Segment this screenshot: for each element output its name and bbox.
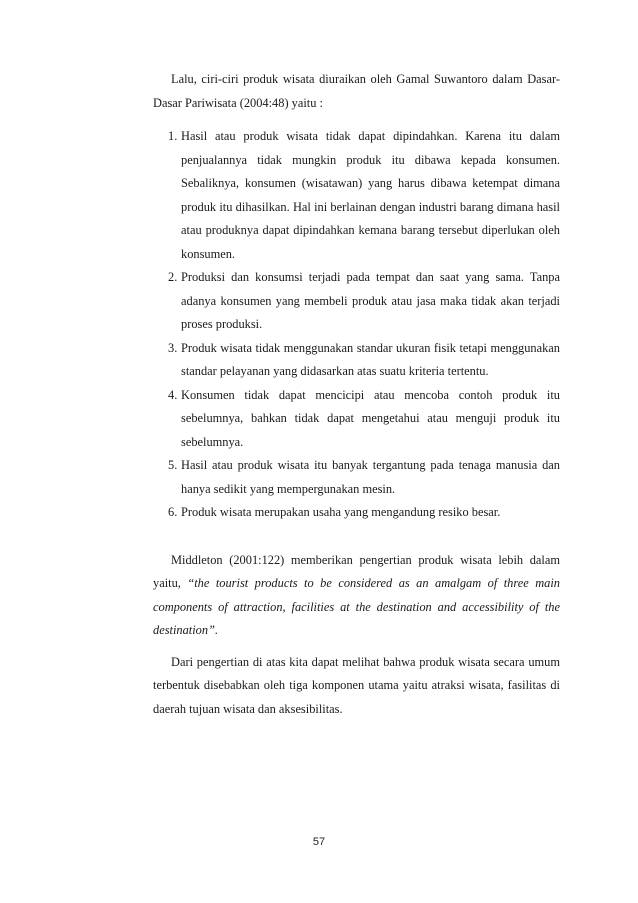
list-item	[153, 384, 560, 455]
list-number: 3.	[168, 340, 178, 355]
middleton-paragraph	[153, 549, 560, 643]
list-item	[153, 501, 560, 525]
list-item	[153, 125, 560, 266]
middleton-prefix: Middleton (2001:122) memberikan pengertian produk wisata lebih dalam yaitu,	[153, 552, 560, 590]
list-item-text: Hasil atau produk wisata tidak dapat dipindahkan. Karena itu dalam penjualannya tidak mungkin produk itu dibawa kepada konsumen. Sebaliknya, konsumen (wisatawan) yang harus dibawa ketempat dimana produk itu dihasilkan. Hal ini berlainan dengan industri barang dimana hasil atau produknya dapat dipindahkan kemana barang tersebut diperlukan oleh konsumen.	[181, 129, 560, 261]
body-text	[153, 68, 560, 721]
characteristics-list	[153, 125, 560, 525]
list-item-text: Konsumen tidak dapat mencicipi atau mencoba contoh produk itu sebelumnya, bahkan tidak dapat mengetahui atau menguji produk itu sebelumnya.	[181, 387, 560, 449]
list-number: 6.	[168, 505, 178, 519]
list-number: 1.	[168, 129, 178, 143]
list-item	[153, 337, 560, 384]
page-number: 57	[312, 836, 326, 848]
middleton-quote: “the tourist products to be considered as an amalgam of three main components of attraction, facilities at the destination and accessibility of the destination”.	[153, 576, 560, 637]
intro-paragraph: Lalu, ciri-ciri produk wisata diuraikan oleh Gamal Suwantoro dalam Dasar-Dasar Pariwisata (2004:48) yaitu :	[153, 72, 560, 110]
list-item-text: Produk wisata tidak menggunakan standar ukuran fisik tetapi menggunakan standar pelayanan yang didasarkan atas suatu kriteria tertentu.	[181, 340, 560, 378]
list-number: 2.	[168, 270, 178, 284]
list-number: 5.	[168, 458, 178, 472]
list-item	[153, 454, 560, 501]
conclusion-paragraph: Dari pengertian di atas kita dapat melihat bahwa produk wisata secara umum terbentuk disebabkan oleh tiga komponen utama yaitu atraksi wisata, fasilitas di daerah tujuan wisata dan aksesibilitas.	[153, 654, 560, 716]
list-item	[153, 266, 560, 337]
list-item-text: Produksi dan konsumsi terjadi pada tempat dan saat yang sama. Tanpa adanya konsumen yang membeli produk atau jasa maka tidak akan terjadi proses produksi.	[181, 270, 560, 331]
list-item-text: Produk wisata merupakan usaha yang mengandung resiko besar.	[181, 505, 501, 519]
list-item-text: Hasil atau produk wisata itu banyak tergantung pada tenaga manusia dan hanya sedikit yang mempergunakan mesin.	[181, 458, 560, 496]
list-number: 4.	[168, 387, 178, 402]
